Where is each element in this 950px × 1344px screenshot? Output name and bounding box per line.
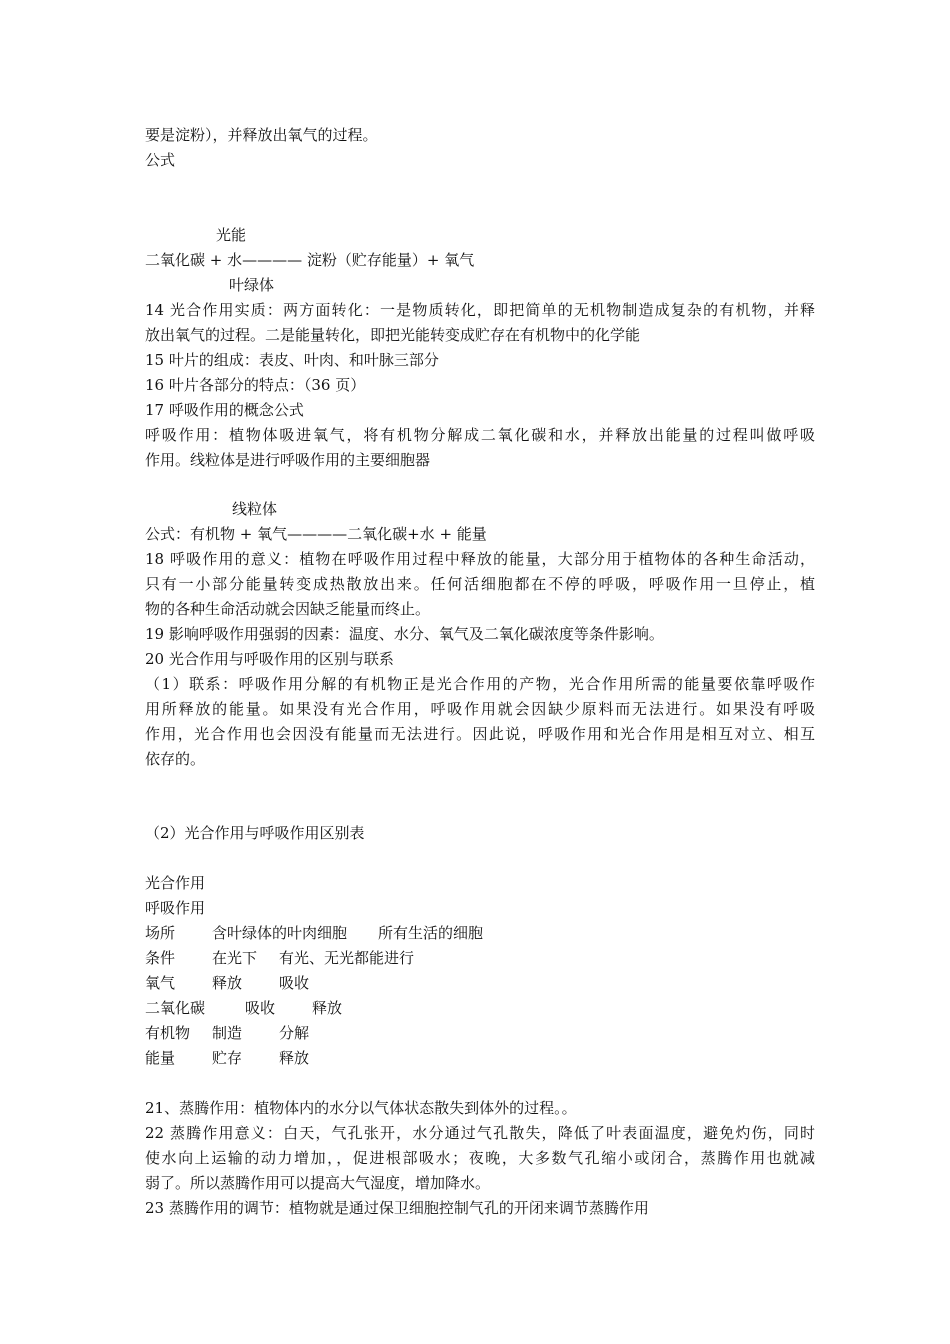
text-line: 20 光合作用与呼吸作用的区别与联系: [145, 650, 394, 668]
respiration-equation: 公式：有机物 + 氧气————二氧化碳+水 + 能量: [145, 525, 487, 543]
equation-condition-top: 光能: [216, 226, 247, 244]
table-cell: 所有生活的细胞: [378, 924, 484, 942]
table-cell: 释放: [312, 999, 343, 1017]
table-cell: 有机物: [145, 1024, 191, 1042]
text-line: （1）联系：呼吸作用分解的有机物正是光合作用的产物，光合作用所需的能量要依靠呼吸作: [145, 675, 815, 693]
table-cell: 释放: [279, 1049, 310, 1067]
text-line: 18 呼吸作用的意义：植物在呼吸作用过程中释放的能量，大部分用于植物体的各种生命活动，: [145, 550, 815, 568]
table-cell: 场所: [145, 924, 176, 942]
text-line: 依存的。: [145, 750, 206, 768]
text-line: 21、蒸腾作用：植物体内的水分以气体状态散失到体外的过程。。: [145, 1099, 577, 1117]
text-line: 22 蒸腾作用意义：白天，气孔张开，水分通过气孔散失，降低了叶表面温度，避免灼伤，同时: [145, 1124, 815, 1142]
text-line: 物的各种生命活动就会因缺乏能量而终止。: [145, 600, 431, 618]
text-line: 呼吸作用：植物体吸进氧气，将有机物分解成二氧化碳和水，并释放出能量的过程叫做呼吸: [145, 426, 815, 444]
table-cell: 含叶绿体的叶肉细胞: [212, 924, 348, 942]
table-cell: 释放: [212, 974, 243, 992]
equation-condition-bottom: 叶绿体: [229, 276, 275, 294]
table-cell: 氧气: [145, 974, 176, 992]
table-cell: 贮存: [212, 1049, 243, 1067]
table-cell: 二氧化碳: [145, 999, 206, 1017]
text-line: 15 叶片的组成：表皮、叶肉、和叶脉三部分: [145, 351, 439, 369]
text-line: 作用，光合作用也会因没有能量而无法进行。因此说，呼吸作用和光合作用是相互对立、相互: [145, 725, 815, 743]
table-header: 呼吸作用: [145, 899, 206, 917]
table-cell: 制造: [212, 1024, 243, 1042]
photosynthesis-equation: 二氧化碳 + 水———— 淀粉（贮存能量）+ 氧气: [145, 251, 475, 269]
text-line: 使水向上运输的动力增加，，促进根部吸水；夜晚，大多数气孔缩小或闭合，蒸腾作用也就减: [145, 1149, 815, 1167]
text-line: 19 影响呼吸作用强弱的因素：温度、水分、氧气及二氧化碳浓度等条件影响。: [145, 625, 664, 643]
text-line: 23 蒸腾作用的调节：植物就是通过保卫细胞控制气孔的开闭来调节蒸腾作用: [145, 1199, 649, 1217]
text-line: 用所释放的能量。如果没有光合作用，呼吸作用就会因缺少原料而无法进行。如果没有呼吸: [145, 700, 815, 718]
text-line: 放出氧气的过程。二是能量转化，即把光能转变成贮存在有机物中的化学能: [145, 326, 641, 344]
text-line: 作用。线粒体是进行呼吸作用的主要细胞器: [145, 451, 431, 469]
table-cell: 条件: [145, 949, 176, 967]
section-heading: （2）光合作用与呼吸作用区别表: [145, 824, 365, 842]
table-header: 光合作用: [145, 874, 206, 892]
text-line: 要是淀粉），并释放出氧气的过程。: [145, 126, 378, 144]
table-cell: 在光下: [212, 949, 258, 967]
text-line: 公式: [145, 151, 176, 169]
text-line: 16 叶片各部分的特点：（36 页）: [145, 376, 366, 394]
table-cell: 有光、无光都能进行: [279, 949, 415, 967]
table-cell: 能量: [145, 1049, 176, 1067]
equation-condition-top: 线粒体: [232, 500, 278, 518]
table-cell: 吸收: [245, 999, 276, 1017]
text-line: 弱了。所以蒸腾作用可以提高大气湿度，增加降水。: [145, 1174, 491, 1192]
table-cell: 吸收: [279, 974, 310, 992]
text-line: 只有一小部分能量转变成热散放出来。任何活细胞都在不停的呼吸，呼吸作用一旦停止，植: [145, 575, 815, 593]
text-line: 17 呼吸作用的概念公式: [145, 401, 304, 419]
text-line: 14 光合作用实质：两方面转化：一是物质转化，即把简单的无机物制造成复杂的有机物，并释: [145, 301, 815, 319]
table-cell: 分解: [279, 1024, 310, 1042]
